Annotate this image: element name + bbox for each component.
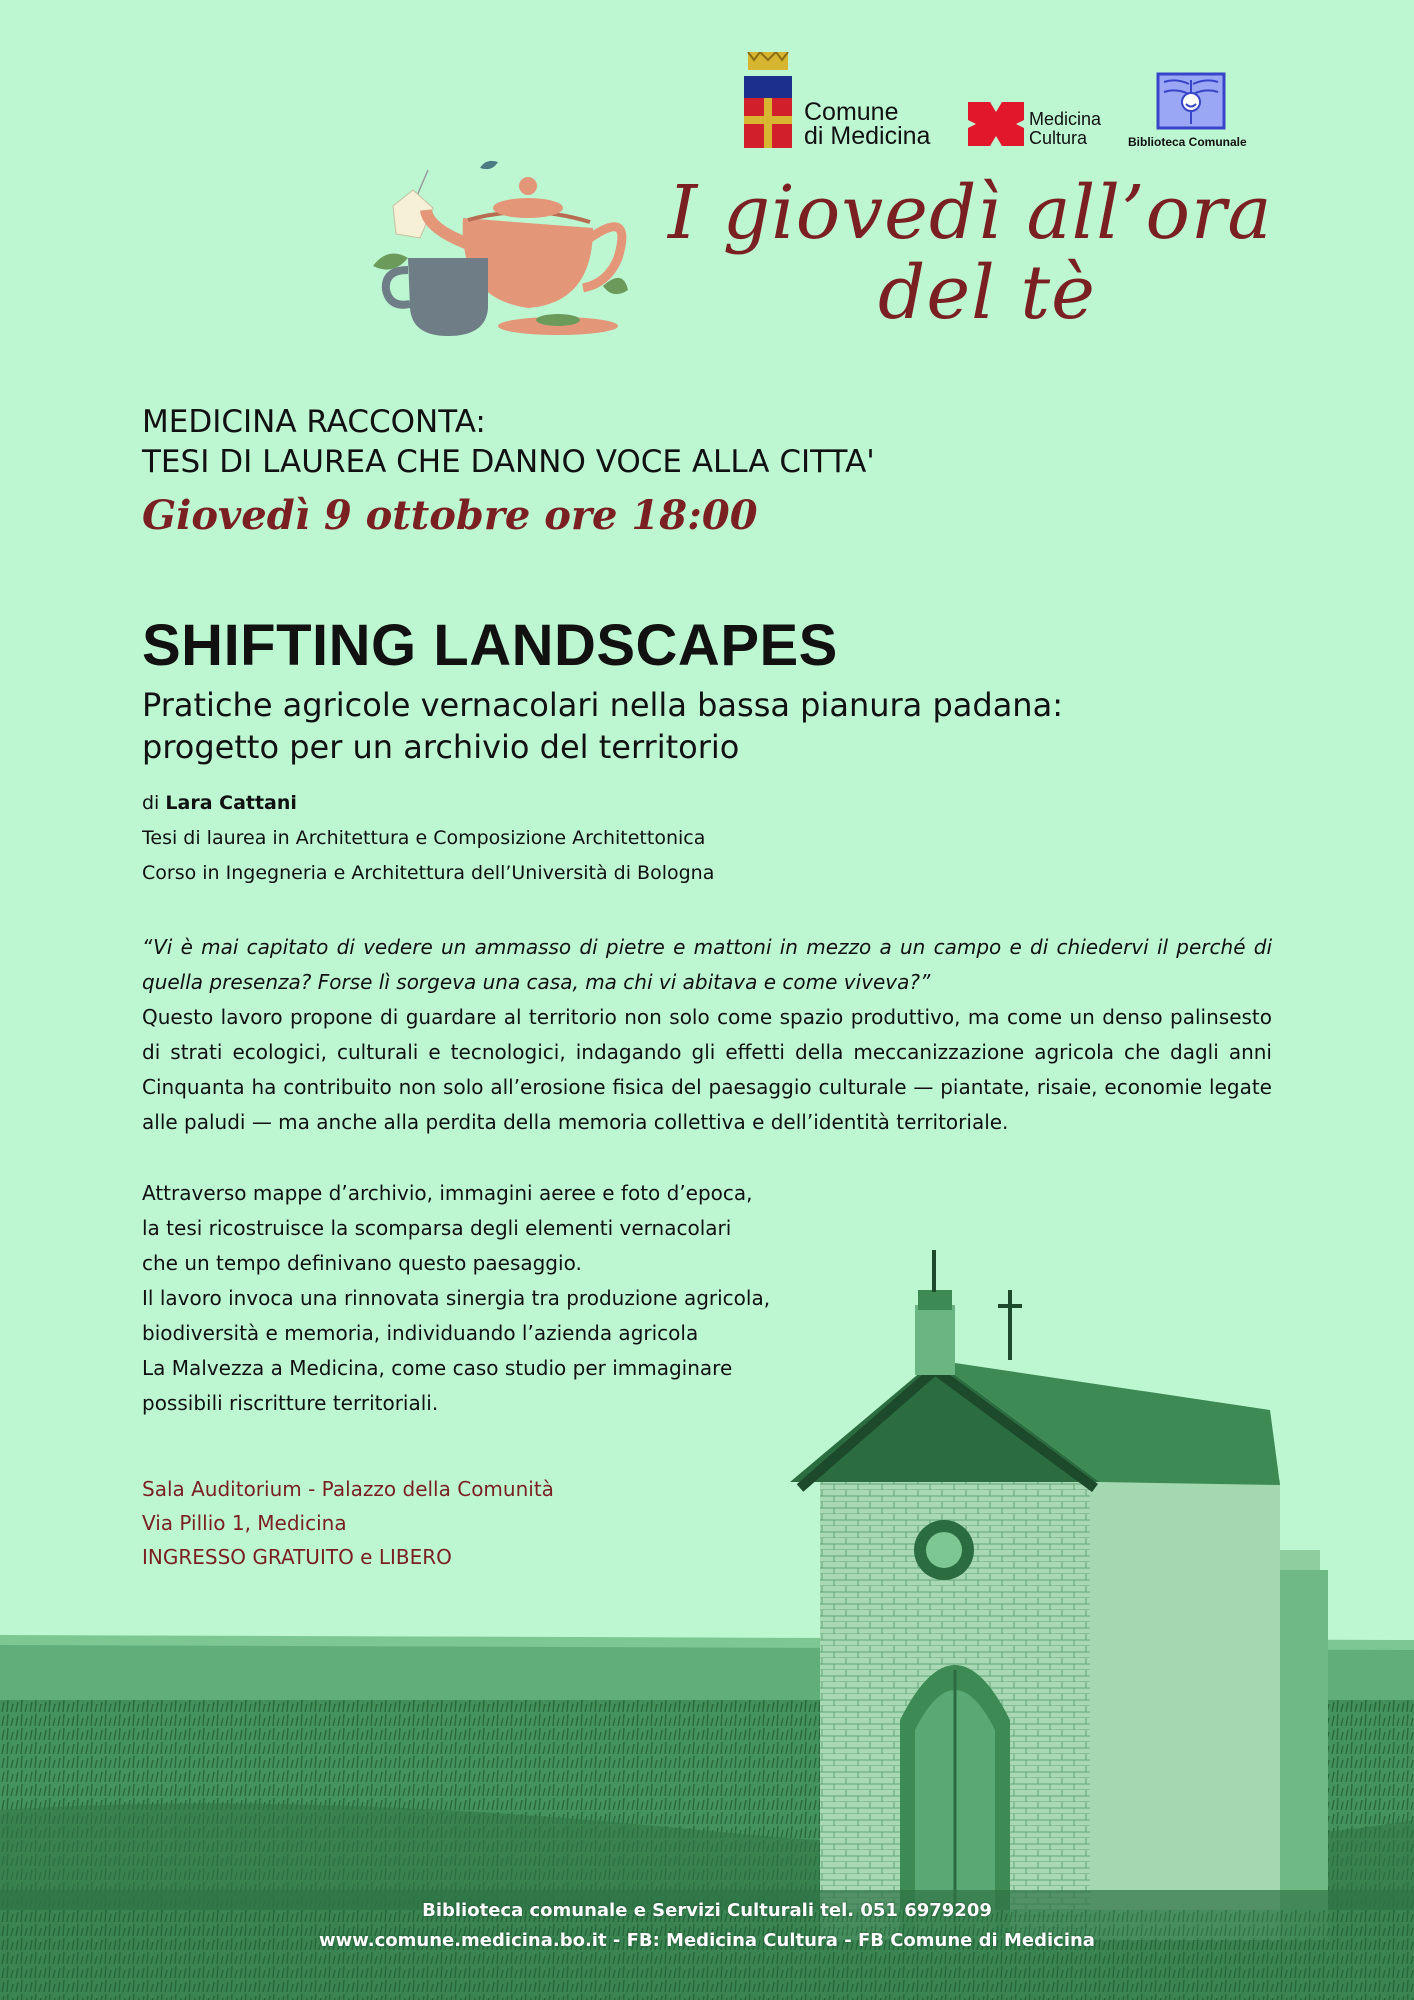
talk-title: SHIFTING LANDSCAPES <box>142 613 838 678</box>
venue-admission: INGRESSO GRATUITO e LIBERO <box>142 1545 452 1569</box>
description-paragraph: Questo lavoro propone di guardare al territorio non solo come spazio produttivo, ma come un denso palinsesto di strati ecologici, culturali e tecnologici, indagando gli effetti della meccanizzazione agricola che dagli anni Cinquanta ha contribuito non solo all’erosione fisica del paesaggio culturale — piantate, risaie, economie legate alle paludi — ma anche alla perdita della memoria collettiva e dell’identità territoriale. <box>142 1005 1272 1134</box>
footer-contact: Biblioteca comunale e Servizi Culturali tel. 051 6979209 <box>422 1900 992 1921</box>
header-line2: TESI DI LAUREA CHE DANNO VOCE ALLA CITTA' <box>142 444 875 480</box>
thesis-info: Tesi di laurea in Architettura e Composizione Architettonica <box>142 827 706 849</box>
description-lines: Attraverso mappe d’archivio, immagini aeree e foto d’epoca, la tesi ricostruisce la scomparsa degli elementi vernacolari che un tempo definivano questo paesaggio. Il lavoro invoca una rinnovata sinergia tra produzione agricola, biodiversità e memoria, individuando l’azienda agricola La Malvezza a Medicina, come caso studio per immaginare possibili riscritture territoriali. <box>142 1181 771 1415</box>
header <box>142 402 875 482</box>
talk-subtitle: Pratiche agricole vernacolari nella bassa pianura padana: progetto per un archivio del territorio <box>142 686 1063 766</box>
series-title-line2: del tè <box>878 250 1096 336</box>
footer <box>0 1896 1414 1956</box>
venue-info <box>142 1472 554 1574</box>
event-date: Giovedì 9 ottobre ore 18:00 <box>142 492 758 539</box>
course-info: Corso in Ingegneria e Architettura dell’Università di Bologna <box>142 862 715 884</box>
comune-crest-logo <box>742 52 794 150</box>
venue-name: Sala Auditorium - Palazzo della Comunità <box>142 1477 554 1501</box>
biblioteca-logo-text: Biblioteca Comunale <box>1128 135 1247 149</box>
header-line1: MEDICINA RACCONTA: <box>142 404 486 440</box>
series-title-line1: I giovedì all’ora <box>668 170 1273 256</box>
author-name: Lara Cattani <box>165 792 297 814</box>
teapot-cup-illustration <box>368 158 638 343</box>
author-block: di Lara Cattani Tesi di laurea in Architettura e Composizione Architettonica Corso in Ingegneria e Architettura dell’Università di Bologna <box>142 786 714 891</box>
venue-address: Via Pillio 1, Medicina <box>142 1511 347 1535</box>
comune-logo-text: Comune di Medicina <box>804 98 931 150</box>
medicina-cultura-icon <box>968 102 1024 146</box>
quote: “Vi è mai capitato di vedere un ammasso di pietre e mattoni in mezzo a un campo e di chiedervi il perché di quella presenza? Forse lì sorgeva una casa, ma chi vi abitava e come viveva?” <box>142 935 1272 994</box>
footer-links: www.comune.medicina.bo.it - FB: Medicina Cultura - FB Comune di Medicina <box>319 1930 1095 1951</box>
medicina-cultura-text: Medicina Cultura <box>1029 109 1102 148</box>
biblioteca-book-icon <box>1156 72 1226 130</box>
